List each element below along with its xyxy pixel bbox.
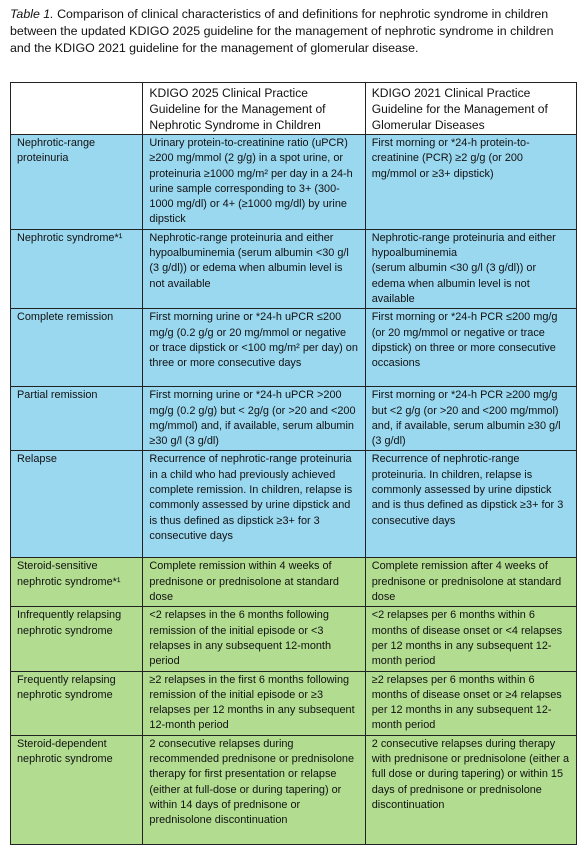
row-term: Steroid-dependent nephrotic syndrome	[11, 735, 143, 844]
row-term: Infrequently relapsing nephrotic syndrome	[11, 607, 143, 671]
row-kdigo-2025: Nephrotic-range proteinuria and either hypoalbuminemia (serum albumin <30 g/l (3 g/dl)) or edema when albumin level is not available	[143, 229, 365, 308]
row-kdigo-2021: First morning or *24-h PCR ≥200 mg/g but <2 g/g (or >20 and <200 mg/mmol) and, if available, serum albumin ≥30 g/l (3 g/dl)	[365, 387, 576, 451]
table-row	[11, 735, 577, 844]
header-kdigo-2025: KDIGO 2025 Clinical Practice Guideline for the Management of Nephrotic Syndrome in Children	[143, 83, 365, 135]
table-row	[11, 671, 577, 735]
row-term: Partial remission	[11, 387, 143, 451]
row-kdigo-2021: Nephrotic-range proteinuria and either hypoalbuminemia (serum albumin <30 g/l (3 g/dl)) or edema when albumin level is not available	[365, 229, 576, 308]
row-kdigo-2021: <2 relapses per 6 months within 6 months of disease onset or <4 relapses per 12 months in any subsequent 12-month period	[365, 607, 576, 671]
row-term: Nephrotic syndrome*¹	[11, 229, 143, 308]
row-kdigo-2021: Complete remission after 4 weeks of prednisone or prednisolone at standard dose	[365, 558, 576, 607]
row-term: Frequently relapsing nephrotic syndrome	[11, 671, 143, 735]
table-row	[11, 607, 577, 671]
row-kdigo-2021: 2 consecutive relapses during therapy with prednisone or prednisolone (either a full dose or during tapering) or within 15 days of prednisone or prednisolone discontinuation	[365, 735, 576, 844]
table-header-row	[11, 83, 577, 135]
table-row	[11, 229, 577, 308]
row-kdigo-2025: Urinary protein-to-creatinine ratio (uPCR) ≥200 mg/mmol (2 g/g) in a spot urine, or proteinuria ≥1000 mg/m² per day in a 24-h urine sample corresponding to 3+ (300-1000 mg/dl) or 4+ (≥1000 mg/dl) by urine dipstick	[143, 135, 365, 230]
row-kdigo-2025: 2 consecutive relapses during recommended prednisone or prednisolone therapy for first presentation or relapse (either at full-dose or during tapering) or within 14 days of prednisone or prednisolone discontinuation	[143, 735, 365, 844]
row-kdigo-2025: ≥2 relapses in the first 6 months following remission of the initial episode or ≥3 relapses per 12 months in any subsequent 12-month period	[143, 671, 365, 735]
row-kdigo-2025: Recurrence of nephrotic-range proteinuria in a child who had previously achieved complete remission. In children, relapse is commonly assessed by urine dipstick and is thus defined as dipstick ≥3+ for 3 consecutive days	[143, 451, 365, 558]
table-row	[11, 558, 577, 607]
row-kdigo-2021: Recurrence of nephrotic-range proteinuria. In children, relapse is commonly assessed by urine dipstick and is thus defined as dipstick ≥3+ for 3 consecutive days	[365, 451, 576, 558]
row-term: Complete remission	[11, 309, 143, 387]
table-row	[11, 387, 577, 451]
row-term: Relapse	[11, 451, 143, 558]
comparison-table	[10, 82, 577, 845]
row-kdigo-2021: First morning or *24-h PCR ≤200 mg/g (or 20 mg/mmol or negative or trace dipstick) on three or more consecutive occasions	[365, 309, 576, 387]
row-term: Steroid-sensitive nephrotic syndrome*¹	[11, 558, 143, 607]
table-label: Table 1.	[10, 7, 54, 21]
table-row	[11, 135, 577, 230]
row-kdigo-2025: <2 relapses in the 6 months following remission of the initial episode or <3 relapses in any subsequent 12-month period	[143, 607, 365, 671]
table-caption	[10, 6, 575, 57]
row-term: Nephrotic-range proteinuria	[11, 135, 143, 230]
row-kdigo-2025: Complete remission within 4 weeks of prednisone or prednisolone at standard dose	[143, 558, 365, 607]
table-row	[11, 309, 577, 387]
row-kdigo-2025: First morning urine or *24-h uPCR ≤200 mg/g (0.2 g/g or 20 mg/mmol or negative or trace dipstick or <100 mg/m² per day) on three or more consecutive days	[143, 309, 365, 387]
row-kdigo-2021: First morning or *24-h protein-to-creatinine (PCR) ≥2 g/g (or 200 mg/mmol or ≥3+ dipstick)	[365, 135, 576, 230]
row-kdigo-2021: ≥2 relapses per 6 months within 6 months of disease onset or ≥4 relapses per 12 months in any subsequent 12-month period	[365, 671, 576, 735]
header-kdigo-2021: KDIGO 2021 Clinical Practice Guideline for the Management of Glomerular Diseases	[365, 83, 576, 135]
row-kdigo-2025: First morning urine or *24-h uPCR >200 mg/g (0.2 g/g) but < 2g/g (or >20 and <200 mg/mmol) and, if available, serum albumin ≥30 g/l (3 g/dl)	[143, 387, 365, 451]
header-term	[11, 83, 143, 135]
caption-text: Comparison of clinical characteristics of and definitions for nephrotic syndrome in children between the updated KDIGO 2025 guideline for the management of nephrotic syndrome in children and the KDIGO 2021 guideline for the management of glomerular disease.	[10, 7, 554, 55]
table-row	[11, 451, 577, 558]
